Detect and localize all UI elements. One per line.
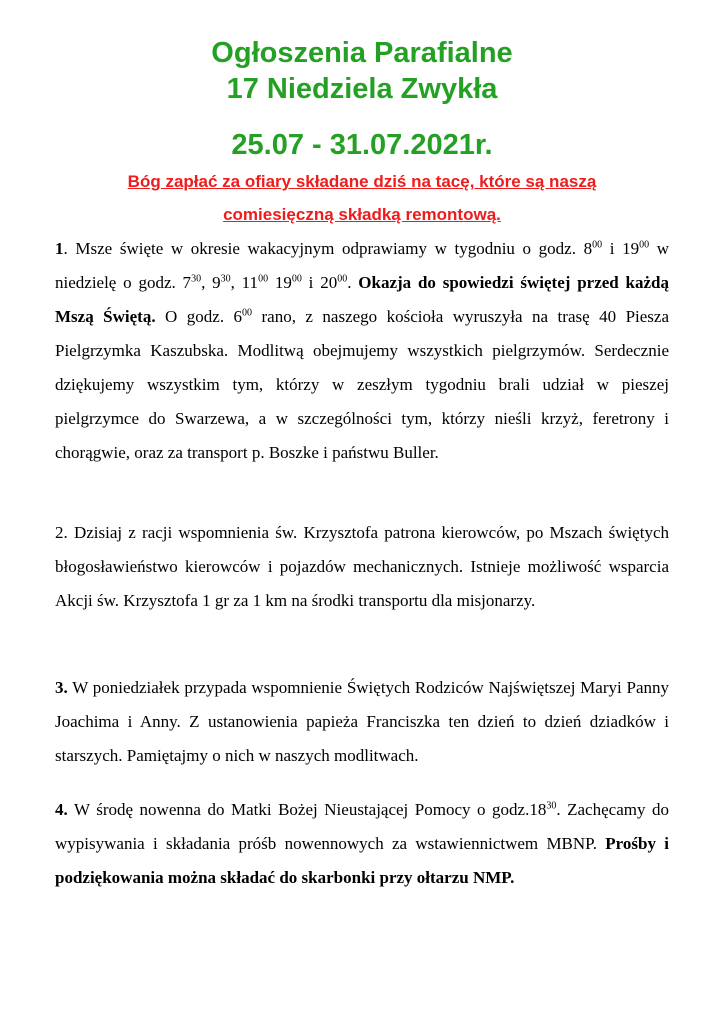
offering-note-line-1: Bóg zapłać za ofiary składane dziś na tacę, które są naszą	[127, 172, 597, 191]
announcement-4: 4. W środę nowenna do Matki Bożej Nieustającej Pomocy o $godz.18^{30}$. Zachęcamy do wypisywania i składania próśb nowennowych za wstawiennictwem MBNP. Prośby i podziękowania można składać do skarbonki przy ołtarzu NMP.	[55, 800, 670, 887]
announcement-2: 2. Dzisiaj z racji wspomnienia św. Krzysztofa patrona kierowców, po Mszach świętych błogosławieństwo kierowców i pojazdów mechanicznych. Istnieje możliwość wsparcia Akcji św. Krzysztofa 1 gr za 1 km na środki transportu dla misjonarzy.	[55, 523, 669, 610]
announcement-1: 1. Msze święte w okresie wakacyjnym odprawiamy w tygodniu o godz. $8^{00}$ i $19^{00}$ w niedzielę o godz. $7^{30}$, $9^{30}$, $11^{00}$ $19^{00}$ i $20^{00}$. Okazja do spowiedzi świętej przed każdą Mszą Świętą. O godz. $6^{00}$ rano, z naszego kościoła wyruszyła na trasę 40 Piesza Pielgrzymka Kaszubska. Modlitwą obejmujemy wszystkich pielgrzymów. Serdecznie dziękujemy wszystkim tym, którzy w zeszłym tygodniu brali udział w pieszej pielgrzymce do Swarzewa, a w szczególności tym, którzy nieśli krzyż, feretrony i chorągwie, oraz za transport p. Boszke i państwu Buller.	[55, 239, 670, 462]
confession-highlight: Okazja do spowiedzi świętej przed każdą Mszą Świętą.	[55, 273, 670, 326]
date-range: 25.07 - 31.07.2021r.	[231, 129, 493, 161]
page-subtitle: 17 Niedziela Zwykła	[226, 73, 498, 105]
petitions-highlight: Prośby i podziękowania można składać do skarbonki przy ołtarzu NMP.	[55, 834, 670, 887]
announcement-3: 3. W poniedziałek przypada wspomnienie Świętych Rodziców Najświętszej Maryi Panny Joachima i Anny. Z ustanowienia papieża Franciszka ten dzień to dzień dziadków i starszych. Pamiętajmy o nich w naszych modlitwach.	[55, 678, 669, 765]
announcement-number: 4.	[55, 800, 68, 819]
announcement-number: 3.	[55, 678, 68, 697]
announcement-number: 2	[55, 523, 64, 542]
announcement-number: 1	[55, 239, 64, 258]
page-title: Ogłoszenia Parafialne	[211, 37, 513, 69]
offering-note-line-2: comiesięczną składką remontową.	[223, 205, 501, 224]
